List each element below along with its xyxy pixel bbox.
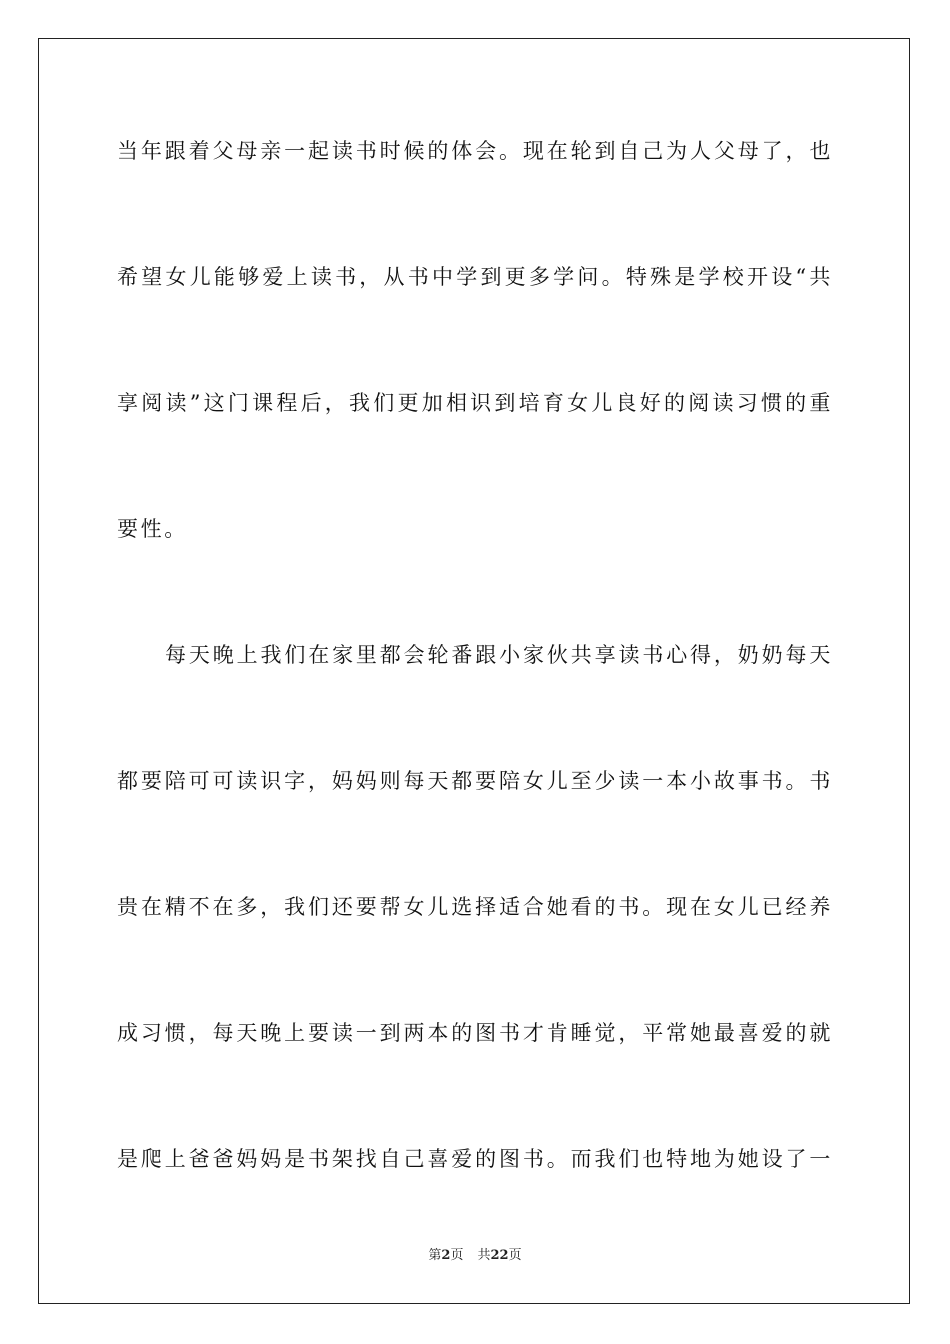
page-border (38, 38, 910, 1304)
body-line-5: 每天晚上我们在家里都会轮番跟小家伙共享读书心得，奶奶每天 (165, 643, 833, 667)
body-line-6: 都要陪可可读识字，妈妈则每天都要陪女儿至少读一本小故事书。书 (117, 769, 833, 793)
body-line-1: 当年跟着父母亲一起读书时候的体会。现在轮到自己为人父母了，也 (117, 139, 833, 163)
body-line-2: 希望女儿能够爱上读书，从书中学到更多学问。特殊是学校开设“共 (117, 265, 833, 289)
footer-page-total: 22 (490, 1248, 509, 1263)
footer-page-current: 2 (441, 1248, 451, 1263)
footer-page-prefix: 第 (428, 1248, 442, 1263)
body-line-8: 成习惯，每天晚上要读一到两本的图书才肯睡觉，平常她最喜爱的就 (117, 1021, 833, 1045)
footer-total-prefix: 共 (477, 1248, 491, 1263)
body-line-3: 享阅读”这门课程后，我们更加相识到培育女儿良好的阅读习惯的重 (117, 391, 833, 415)
footer-total-unit: 页 (508, 1248, 522, 1263)
body-line-7: 贵在精不在多，我们还要帮女儿选择适合她看的书。现在女儿已经养 (117, 895, 833, 919)
body-line-4: 要性。 (117, 517, 188, 541)
page-footer (0, 1246, 950, 1266)
footer-page-unit: 页 (450, 1248, 464, 1263)
body-line-9: 是爬上爸爸妈妈是书架找自己喜爱的图书。而我们也特地为她设了一 (117, 1147, 833, 1171)
